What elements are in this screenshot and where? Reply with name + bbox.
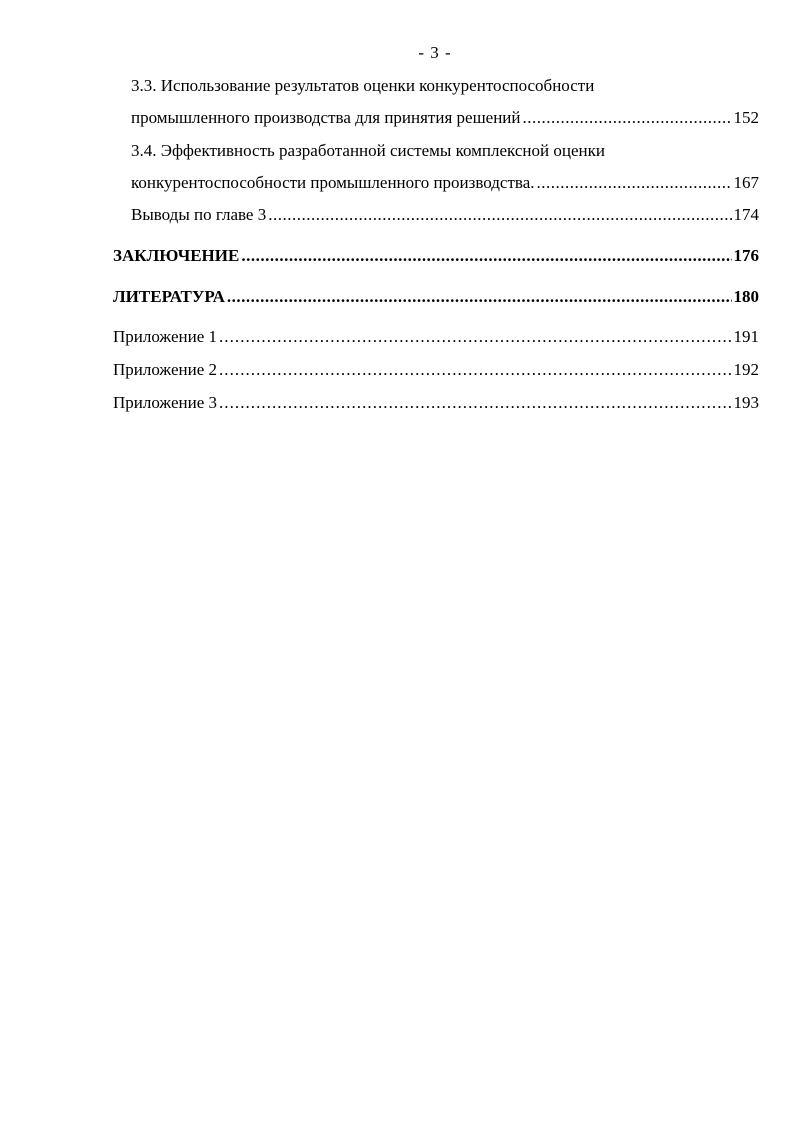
toc-entry-3-3-title-line1: 3.3. Использование результатов оценки конкурентоспособности — [131, 76, 595, 95]
dot-leader — [523, 108, 732, 128]
toc-entry-appendix-3[interactable] — [113, 393, 759, 413]
dot-leader — [219, 393, 732, 413]
toc-entry-appendix-2-title: Приложение 2 — [113, 360, 217, 379]
toc-entry-conclusion-page: 176 — [733, 246, 759, 265]
dot-leader — [241, 246, 731, 266]
toc-entry-conclusion-title: ЗАКЛЮЧЕНИЕ — [113, 246, 240, 265]
toc-entry-conclusions-ch3-page: 174 — [733, 205, 759, 224]
toc-entry-appendix-3-title: Приложение 3 — [113, 393, 217, 412]
toc-entry-3-4-page: 167 — [733, 173, 759, 192]
toc-entry-appendix-2-page: 192 — [733, 360, 759, 379]
toc-entry-appendix-3-page: 193 — [733, 393, 759, 412]
toc-entry-literature[interactable] — [113, 287, 759, 307]
toc-entry-conclusion[interactable] — [113, 246, 759, 266]
toc-entry-3-3[interactable] — [131, 108, 759, 128]
toc-entry-3-4[interactable] — [131, 173, 759, 193]
dot-leader — [268, 205, 731, 225]
toc-entry-appendix-1[interactable] — [113, 327, 759, 347]
toc-entry-literature-page: 180 — [733, 287, 759, 306]
toc-entry-3-3-page: 152 — [733, 108, 759, 127]
toc-entry-literature-title: ЛИТЕРАТУРА — [113, 287, 225, 306]
toc-entry-appendix-1-title: Приложение 1 — [113, 327, 217, 346]
toc-entry-3-4-title-line2: конкурентоспособности промышленного производства. — [131, 173, 535, 192]
dot-leader — [227, 287, 732, 307]
toc-entry-3-4-title-line1: 3.4. Эффективность разработанной системы комплексной оценки — [131, 141, 605, 160]
dot-leader — [219, 360, 732, 380]
toc-entry-appendix-1-page: 191 — [733, 327, 759, 346]
toc-entry-conclusions-ch3[interactable] — [131, 205, 759, 225]
toc-entry-3-3-title-line2: промышленного производства для принятия решений — [131, 108, 521, 127]
toc-entry-appendix-2[interactable] — [113, 360, 759, 380]
toc-entry-conclusions-ch3-title: Выводы по главе 3 — [131, 205, 267, 224]
dot-leader — [537, 173, 732, 193]
page-number: - 3 - — [418, 43, 452, 62]
dot-leader — [219, 327, 732, 347]
